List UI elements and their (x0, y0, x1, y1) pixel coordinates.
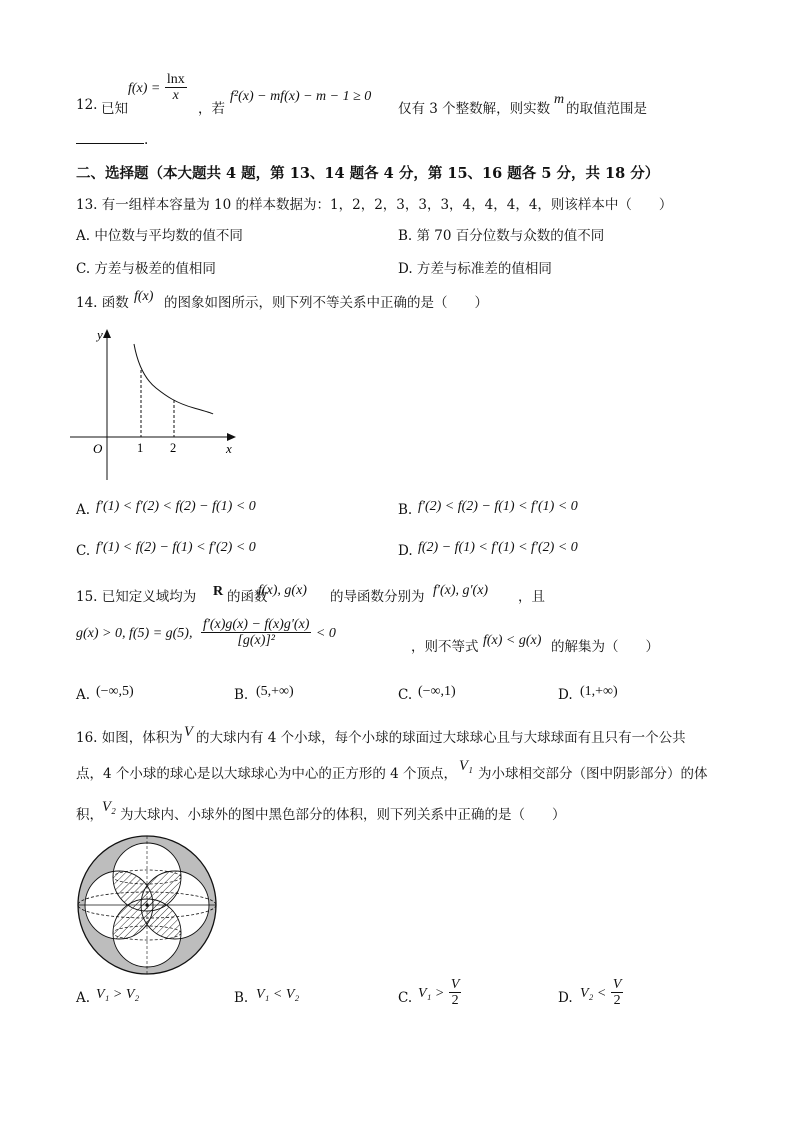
q12-frac-den: x (172, 88, 179, 104)
q14-option-c: f′(1) < f(2) − f(1) < f′(2) < 0 (96, 540, 256, 555)
q12-var-m: m (554, 92, 565, 107)
q14-option-c-label: C. (76, 543, 91, 559)
q12-comma-if: ，若 (198, 101, 225, 117)
q15-option-a: (−∞,5) (96, 684, 134, 699)
q13-option-c: C. 方差与极差的值相同 (76, 261, 216, 277)
q15-option-d-label: D. (558, 687, 573, 703)
q12-number: 12. (76, 97, 98, 113)
q14-option-a: f′(1) < f′(2) < f(2) − f(1) < 0 (96, 499, 256, 514)
q15-option-c-label: C. (398, 687, 413, 703)
q15-line1-end: ，且 (518, 589, 545, 605)
q16-option-b-label: B. (234, 990, 249, 1006)
q16-option-d-frac (611, 977, 624, 1009)
q16-option-a: V₁ > V₂ (96, 987, 140, 1002)
q16-line1-a: 16. 如图，体积为 (76, 730, 183, 746)
q13-stem: 13. 有一组样本容量为 10 的样本数据为：1，2，2，3，3，3，4，4，4，4，则该样本中（ ） (76, 197, 673, 213)
q16-option-b: V₁ < V₂ (256, 987, 300, 1002)
q15-cond1: g(x) > 0, f(5) = g(5), (76, 625, 193, 641)
q16-sphere-figure (72, 834, 222, 980)
q15-condition (76, 617, 336, 649)
q14-option-b-label: B. (398, 502, 413, 518)
q14-option-d-label: D. (398, 543, 413, 559)
q14-function-graph (70, 322, 240, 482)
q15-frac-num: f′(x)g(x) − f(x)g′(x) (202, 617, 310, 632)
q15-line1-prefix: 15. 已知定义域均为 (76, 589, 197, 605)
q15-fg: f(x), g(x) (258, 583, 307, 598)
q15-option-d: (1,+∞) (580, 684, 618, 699)
graph-tick-1: 1 (137, 441, 144, 455)
q14-stem-suffix: 的图象如图所示，则下列不等关系中正确的是（ ） (164, 295, 488, 311)
q13-option-d: D. 方差与标准差的值相同 (398, 261, 552, 277)
q15-bold-R: R (213, 584, 224, 599)
q16-option-a-label: A. (76, 990, 91, 1006)
q15-line1-mid: 的函数 (227, 589, 268, 605)
graph-x-label: x (226, 441, 232, 456)
q12-fx-def (128, 72, 187, 104)
q12-frac-num: lnx (166, 72, 185, 87)
q14-option-a-label: A. (76, 502, 91, 518)
q16-option-c-lhs: V₁ > (418, 985, 445, 1001)
q16-option-c-frac (449, 977, 462, 1009)
q15-option-b: (5,+∞) (256, 684, 294, 699)
q15-fpgp: f′(x), g′(x) (433, 583, 489, 598)
q16-option-d-label: D. (558, 990, 573, 1006)
q14-stem-fx: f(x) (134, 289, 154, 304)
q16-option-c (418, 977, 461, 1009)
q16-option-c-label: C. (398, 990, 413, 1006)
q16-option-d-lhs: V₂ < (580, 985, 607, 1001)
q15-cond-tail: < 0 (315, 625, 336, 641)
q15-option-a-label: A. (76, 687, 91, 703)
q16-option-c-den: 2 (451, 993, 459, 1009)
graph-y-label: y (97, 327, 103, 342)
q12-text-known: 已知 (101, 101, 128, 117)
q15-option-b-label: B. (234, 687, 249, 703)
q12-fx-lhs: f(x) = (128, 80, 161, 96)
q15-line2-end: 的解集为（ ） (551, 639, 659, 655)
q16-line1-b: 的大球内有 4 个小球，每个小球的球面过大球球心且与大球球面有且只有一个公共 (196, 730, 686, 746)
q16-V: V (184, 724, 193, 740)
q15-line2-text: ，则不等式 (411, 639, 479, 655)
q13-option-b: B. 第 70 百分位数与众数的值不同 (398, 228, 605, 244)
q14-option-b: f′(2) < f(2) − f(1) < f′(1) < 0 (418, 499, 578, 514)
q15-ineq: f(x) < g(x) (483, 633, 542, 648)
q12-inequality: f²(x) − mf(x) − m − 1 ≥ 0 (230, 89, 372, 104)
q16-line3-b: 为大球内、小球外的图中黑色部分的体积，则下列关系中正确的是（ ） (120, 807, 566, 823)
q14-option-d: f(2) − f(1) < f′(1) < f′(2) < 0 (418, 540, 578, 555)
q16-option-d-num: V (612, 977, 622, 992)
q16-line2-a: 点，4 个小球的球心是以大球球心为中心的正方形的 4 个顶点， (76, 766, 458, 782)
q16-option-d (580, 977, 623, 1009)
q15-fraction (201, 617, 312, 649)
q12-text-tail: 仅有 3 个整数解，则实数 (398, 101, 551, 117)
q16-line2-b: 为小球相交部分（图中阴影部分）的体 (478, 766, 708, 782)
q12-text-range: 的取值范围是 (566, 101, 647, 117)
q15-frac-den: [g(x)]² (237, 633, 276, 649)
q12-blank-end: . (144, 132, 149, 148)
graph-tick-2: 2 (170, 441, 177, 455)
q14-stem-prefix: 14. 函数 (76, 295, 129, 311)
q12-answer-blank (76, 143, 144, 144)
q15-line1-mid2: 的导函数分别为 (330, 589, 425, 605)
q15-option-c: (−∞,1) (418, 684, 456, 699)
section-heading: 二、选择题（本大题共 4 题，第 13、14 题各 4 分，第 15、16 题各 5 分，共 18 分） (76, 165, 660, 182)
q16-V1: V₁ (459, 758, 473, 774)
q12-fraction (165, 72, 187, 104)
q16-option-d-den: 2 (613, 993, 621, 1009)
q16-option-c-num: V (450, 977, 460, 992)
q16-line3-a: 积， (76, 807, 103, 823)
q16-V2: V₂ (102, 799, 116, 815)
q13-option-a: A. 中位数与平均数的值不同 (76, 228, 243, 244)
graph-origin-label: O (93, 441, 103, 456)
